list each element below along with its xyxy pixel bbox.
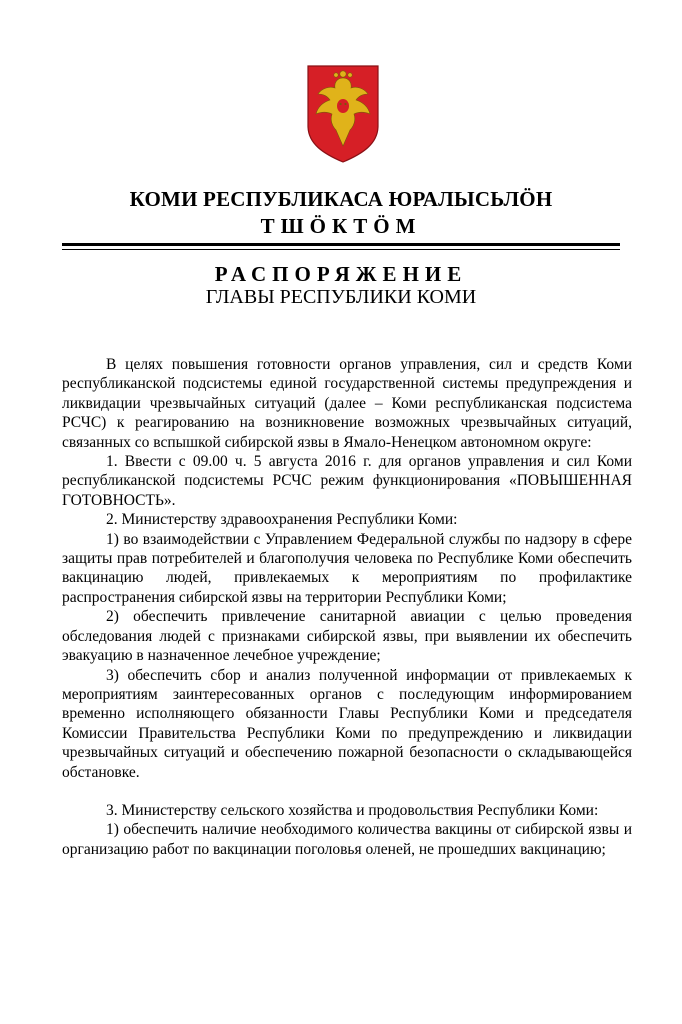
- paragraph-2-2: 2) обеспечить привлечение санитарной авиации с целью проведения обследования людей с признаками сибирской язвы, при выявлении их обеспечить эвакуацию в назначенное лечебное учреждение;: [62, 608, 632, 665]
- republic-name: КОМИ РЕСПУБЛИКАСА ЮРАЛЫСЬЛӦН: [129, 187, 553, 211]
- issuer-title: ГЛАВЫ РЕСПУБЛИКИ КОМИ: [205, 286, 477, 308]
- order-title: РАСПОРЯЖЕНИЕ: [214, 262, 468, 286]
- paragraph-2: 2. Министерству здравоохранения Республики Коми:: [106, 511, 458, 529]
- komi-coat-of-arms-icon: [306, 64, 380, 164]
- header-divider-thin: [62, 249, 620, 250]
- paragraph-2-1: 1) во взаимодействии с Управлением Федеральной службы по надзору в сфере защиты прав потребителей и благополучия человека по Республике Коми обеспечить вакцинацию людей, привлекаемых к мероприятиям по профилактике распространения сибирской язвы на территории Республики Коми;: [62, 530, 632, 606]
- paragraph-1: 1. Ввести с 09.00 ч. 5 августа 2016 г. для органов управления и сил Коми республиканской подсистемы РСЧС режим функционирования «ПОВЫШЕННАЯ ГОТОВНОСТЬ».: [62, 453, 632, 509]
- paragraph-2-3: 3) обеспечить сбор и анализ полученной информации от привлекаемых к мероприятиям заинтересованных органов с последующим информированием временно исполняющего обязанности Главы Республики Коми и председателя Комиссии Правительства Республики Коми по предупреждению и ликвидации чрезвычайных ситуаций и обеспечению пожарной безопасности о складывающейся обстановке.: [62, 666, 632, 781]
- header-divider-thick: [62, 243, 620, 246]
- paragraph-3: 3. Министерству сельского хозяйства и продовольствия Республики Коми:: [106, 801, 599, 819]
- document-body: [62, 355, 632, 859]
- decree-title: ТШӦКТӦМ: [260, 214, 422, 238]
- intro-paragraph: В целях повышения готовности органов управления, сил и средств Коми республиканской подсистемы единой государственной системы предупреждения и ликвидации чрезвычайных ситуаций (далее – Коми республиканская подсистема РСЧС) к реагированию на возникновение возможных чрезвычайных ситуаций, связанных со вспышкой сибирской язвы в Ямало-Ненецком автономном округе:: [62, 356, 632, 451]
- paragraph-3-1: 1) обеспечить наличие необходимого количества вакцины от сибирской язвы и организацию работ по вакцинации поголовья оленей, не прошедших вакцинацию;: [62, 821, 632, 858]
